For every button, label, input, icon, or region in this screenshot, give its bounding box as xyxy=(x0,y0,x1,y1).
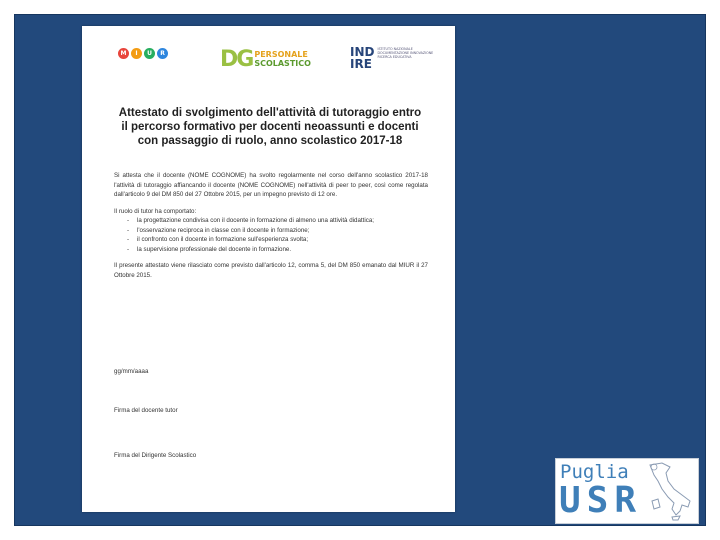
document-page xyxy=(82,26,455,512)
attestation-paragraph: Si attesta che il docente (NOME COGNOME) ha svolto regolarmente nel corso dell'anno scolastico 2017-18 l'attività di tutoraggio affiancando il docente (NOME COGNOME) nell'attività di peer to peer, così come regolata dall'articolo 9 del DM 850 del 27 Ottobre 2015, per un impegno previsto di 12 ore. xyxy=(114,172,428,198)
indire-subtitle: ISTITUTO NAZIONALE DOCUMENTAZIONE INNOVAZIONE RICERCA EDUCATIVA xyxy=(377,47,434,60)
dg-personale-logo xyxy=(220,44,311,74)
italy-map-icon xyxy=(644,461,696,521)
indire-logo xyxy=(350,46,437,70)
miur-letter: R xyxy=(157,48,168,59)
date-placeholder: gg/mm/aaaa xyxy=(114,368,149,375)
role-list xyxy=(114,216,428,254)
document-title: Attestato di svolgimento dell'attività di tutoraggio entro il percorso formativo per docenti neoassunti e docenti con passaggio di ruolo, anno scolastico 2017-18 xyxy=(118,107,422,147)
list-item: - l'osservazione reciproca in classe con il docente in formazione; xyxy=(127,226,428,236)
role-intro: Il ruolo di tutor ha comportato: xyxy=(114,207,197,215)
logo-line-usr: USR xyxy=(559,480,643,521)
signature-head: Firma del Dirigente Scolastico xyxy=(114,452,197,459)
list-item: - la supervisione professionale del docente in formazione. xyxy=(127,245,428,255)
list-item: - la progettazione condivisa con il docente in formazione di almeno una attività didattica; xyxy=(127,216,428,226)
indire-line2: IRE xyxy=(350,57,372,71)
miur-letter: I xyxy=(131,48,142,59)
logo-line-puglia: Puglia xyxy=(560,461,629,483)
release-paragraph: Il presente attestato viene rilasciato come previsto dall'articolo 12, comma 5, del DM 850 emanato dal MIUR il 27 Ottobre 2015. xyxy=(114,262,428,279)
dg-line1: PERSONALE xyxy=(254,50,308,59)
miur-letter: U xyxy=(144,48,155,59)
document-body xyxy=(114,171,428,280)
miur-letter: M xyxy=(118,48,129,59)
header-logos xyxy=(82,44,455,78)
miur-logo xyxy=(118,48,168,59)
list-item: - il confronto con il docente in formazione sull'esperienza svolta; xyxy=(127,235,428,245)
dg-mark: DG xyxy=(220,46,253,72)
dg-line2: SCOLASTICO xyxy=(254,59,311,68)
usr-puglia-logo xyxy=(555,458,699,524)
indire-line1: IND xyxy=(350,45,375,59)
signature-tutor: Firma del docente tutor xyxy=(114,407,178,414)
